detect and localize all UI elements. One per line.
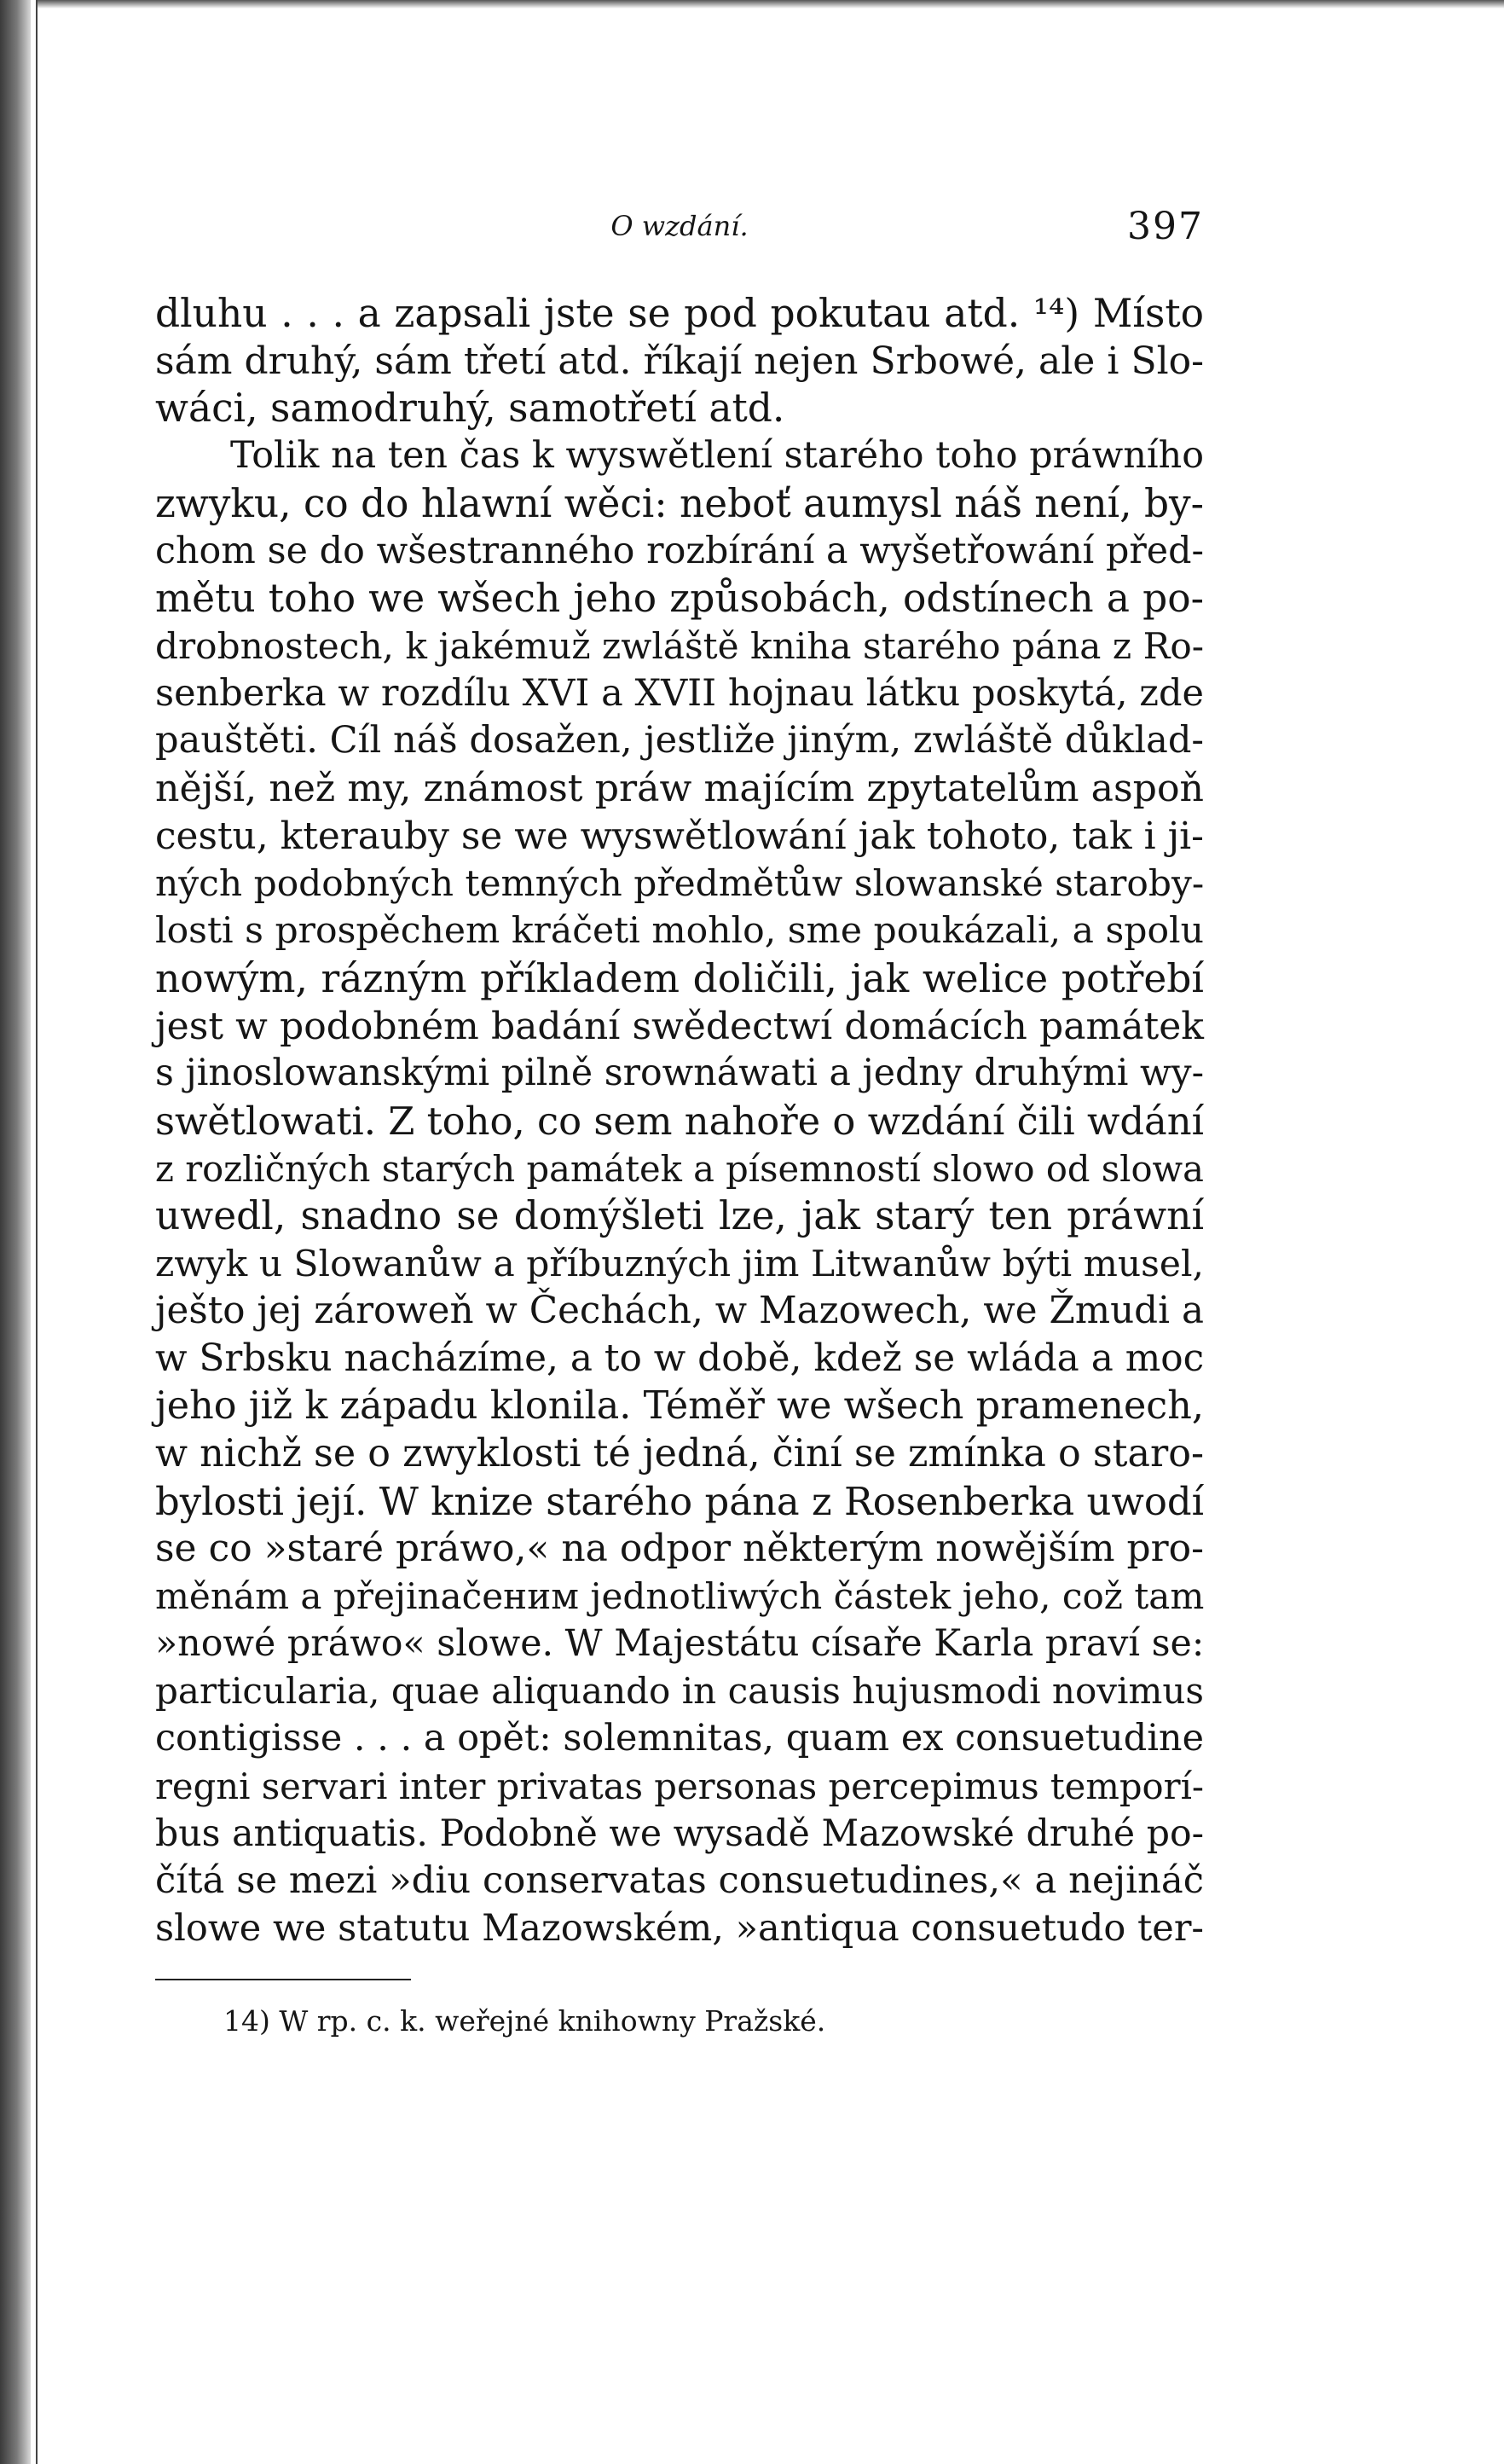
text-line: jest w podobném badání swědectwí domácích památek (155, 1004, 1204, 1048)
page-header (155, 205, 1204, 256)
text-line: jeho již k západu klonila. Téměř we wšech pramenech, (155, 1384, 1204, 1429)
running-head: O wzdání. (610, 210, 749, 242)
book-spine-shadow (0, 0, 31, 2464)
text-line: »nowé práwo« slowe. W Majestátu císaře Karla praví se: (155, 1621, 1205, 1665)
page-number: 397 (1127, 205, 1204, 248)
text-line: z rozličných starých památek a písemností slowo od slowa (155, 1147, 1204, 1190)
text-line: sám druhý, sám třetí atd. říkají nejen Srbowé, ale i Slo- (155, 339, 1204, 383)
text-line: bylosti její. W knize starého pána z Rosenberka uwodí (155, 1478, 1204, 1524)
text-line: particularia, quae aliquando in causis hujusmodi novimus (155, 1670, 1204, 1713)
text-line: wáci, samodruhý, samotřetí atd. (155, 386, 785, 432)
text-line: bus antiquatis. Podobně we wysadě Mazowské druhé po- (155, 1812, 1204, 1855)
body-text (155, 290, 1204, 1953)
text-line: dluhu . . . a zapsali jste se pod pokutau atd. ¹⁴) Místo (155, 291, 1204, 336)
text-line: losti s prospěchem kráčeti mohlo, sme poukázali, a spolu (155, 910, 1204, 953)
text-line: swětlowati. Z toho, co sem nahoře o wzdání čili wdání (155, 1098, 1204, 1144)
page-top-edge (38, 0, 1504, 9)
text-line: drobnostech, k jakémuž zwláště kniha starého pána z Ro- (155, 624, 1204, 667)
text-line: Tolik na ten čas k wyswětlení starého toho práwního (230, 434, 1204, 478)
text-line: ješto jej zároweň w Čechách, w Mazowech, we Žmudi a (155, 1289, 1204, 1332)
text-line: pauštěti. Cíl náš dosažen, jestliže jiným, zwláště důklad- (155, 719, 1204, 762)
text-line: čítá se mezi »diu conservatas consuetudines,« a nejináč (155, 1859, 1204, 1903)
text-line: contigisse . . . a opět: solemnitas, quam ex consuetudine (155, 1717, 1204, 1760)
text-line: mětu toho we wšech jeho způsobách, odstínech a po- (155, 576, 1204, 622)
text-line: zwyk u Slowanůw a příbuzných jim Litwanůw býti musel, (155, 1243, 1204, 1285)
footnote: 14) W rp. c. k. weřejné knihowny Pražské. (223, 2003, 826, 2038)
text-line: měnám a přejinačeним jednotliwých částek jeho, což tam (155, 1574, 1205, 1617)
text-line: nější, než my, známost práw majícím zpytatelům aspoň (155, 767, 1204, 811)
text-line: ných podobných temných předmětůw slowanské staroby- (155, 862, 1205, 905)
text-line: zwyku, co do hlawní wěci: neboť aumysl náš není, by- (155, 480, 1204, 526)
text-line: w nichž se o zwyklosti té jedná, činí se zmínka o staro- (155, 1431, 1205, 1476)
text-line: regni servari inter privatas personas percepimus temporí- (155, 1765, 1204, 1807)
text-line: uwedl, snadno se domýšleti lze, jak starý ten práwní (155, 1193, 1204, 1239)
text-line: w Srbsku nacházíme, a to w době, kdež se wláda a moc (155, 1336, 1205, 1381)
text-line: se co »staré práwo,« na odpor některým nowějším pro- (155, 1527, 1204, 1571)
book-page (155, 205, 1204, 2038)
text-line: nowým, rázným příkladem doličili, jak welice potřebí (155, 955, 1204, 1001)
text-line: s jinoslowanskými pilně srownáwati a jedny druhými wy- (155, 1052, 1204, 1095)
text-line: slowe we statutu Mazowském, »antiqua consuetudo ter- (155, 1906, 1204, 1950)
text-line: chom se do wšestranného rozbírání a wyšetřowání před- (155, 529, 1204, 572)
text-line: senberka w rozdílu XVI a XVII hojnau látku poskytá, zde (155, 671, 1204, 715)
gutter-line (36, 0, 38, 2464)
footnote-rule (155, 1979, 411, 1980)
text-line: cestu, kterauby se we wyswětlowání jak tohoto, tak i ji- (155, 814, 1204, 858)
